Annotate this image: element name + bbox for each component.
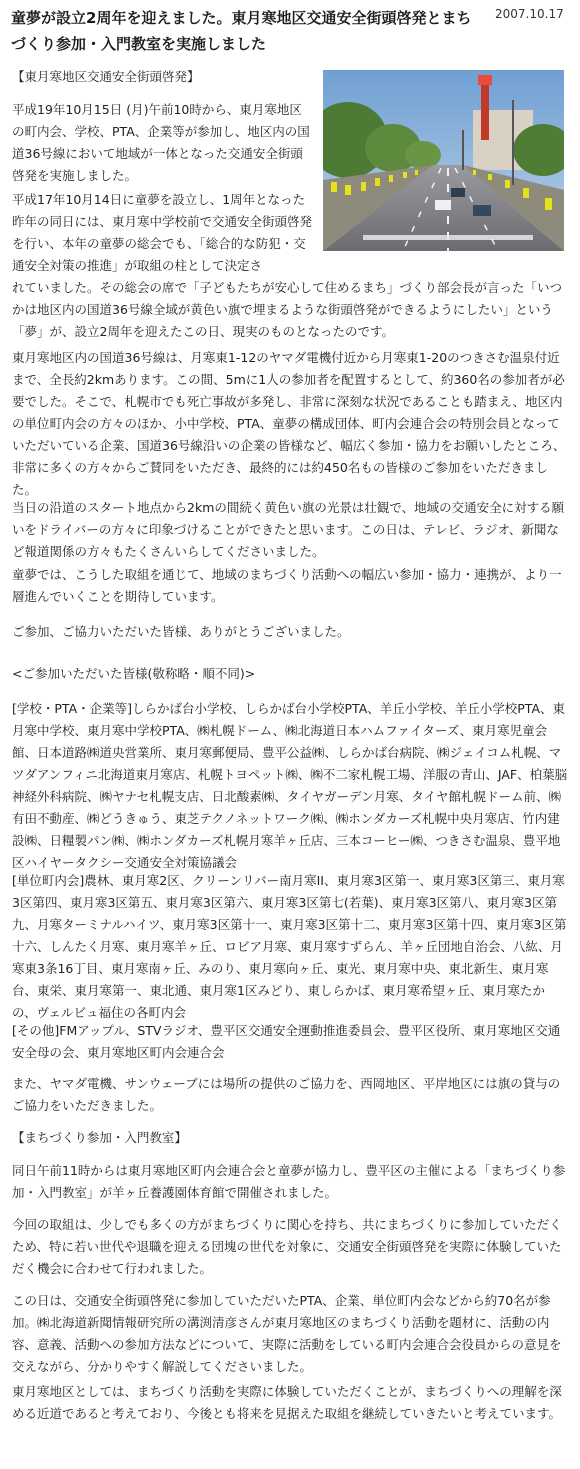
street-paragraph-1: 平成19年10月15日 (月)午前10時から、東月寒地区の町内会、学校、PTA、企業等が参加し、地区内の国道36号線において地域が一体となった交通安全街頭啓発を実施しました。 bbox=[12, 102, 310, 183]
class-paragraph-1: 同日午前11時からは東月寒地区町内会連合会と童夢が協力し、豊平区の主催による「まちづくり参加・入門教室」が羊ヶ丘養護園体育館で開催されました。 bbox=[12, 1163, 566, 1200]
participants-note: また、ヤマダ電機、サンウェーブには場所の提供のご協力を、西岡地区、平岸地区には旗の貸与のご協力をいただきました。 bbox=[12, 1076, 561, 1113]
participants-other: [その他]FMアップル、STVラジオ、豊平区交通安全運動推進委員会、豊平区役所、東月寒地区交通安全母の会、東月寒地区町内会連合会 bbox=[12, 1023, 561, 1060]
class-paragraph-3: この日は、交通安全街頭啓発に参加していただいたPTA、企業、単位町内会などから約70名が参加。㈱北海道新聞情報研究所の溝渕清彦さんが東月寒地区のまちづくり活動を題材に、活動の内容、意義、活動への参加方法などについて、実際に活動をしている町内会連合会役員からの意見を交えながら、分かりやすく解説してくださいました。 bbox=[12, 1293, 562, 1374]
street-photo bbox=[323, 70, 564, 251]
class-heading: 【まちづくり参加・入門教室】 bbox=[12, 1130, 187, 1145]
street-paragraph-4: 当日の沿道のスタート地点から2kmの間続く黄色い旗の光景は壮観で、地域の交通安全に対する願いをドライバーの方々に印象づけることができたと思います。この日は、テレビ、ラジオ、新聞など報道関係の方々もたくさんいらしてくださいました。 bbox=[12, 500, 565, 559]
article-date: 2007.10.17 bbox=[495, 7, 564, 21]
street-paragraph-6: ご参加、ご協力いただいた皆様、ありがとうございました。 bbox=[12, 624, 350, 639]
class-paragraph-4: 東月寒地区としては、まちづくり活動を実際に体験していただくことが、まちづくりへの理解を深める近道であると考えており、今後とも将来を見据えた取組を継続していきたいと考えています。 bbox=[12, 1384, 562, 1421]
street-paragraph-2-a: 平成17年10月14日に童夢を設立し、1周年となった昨年の同日には、東月寒中学校前で交通安全街頭啓発を行い、本年の童夢の総会でも、「総合的な防犯・交通安全対策の推進」が取組の柱として決定さ bbox=[12, 192, 313, 273]
street-paragraph-3: 東月寒地区内の国道36号線は、月寒東1-12のヤマダ電機付近から月寒東1-20のつきさむ温泉付近まで、全長約2kmあります。この間、5mに1人の参加者を配置するとして、約360名の参加者が必要でした。そこで、札幌市でも死亡事故が多発し、非常に深刻な状況であることも踏まえ、地区内の単位町内会の方々のほか、小中学校、PTA、童夢の構成団体、町内会連合会の特別会員となっていただいている企業、国道36号線沿いの企業の皆様など、幅広く参加・協力をお願いしたところ、非常に多くの方々からご賛同をいただき、最終的には約450名もの皆様のご参加をいただきました。 bbox=[12, 350, 566, 497]
participants-school: [学校・PTA・企業等]しらかば台小学校、しらかば台小学校PTA、羊丘小学校、羊丘小学校PTA、東月寒中学校、東月寒中学校PTA、㈱札幌ドーム、㈱北海道日本ハムファイターズ、東月寒児童会館、日本道路㈱道央営業所、東月寒郵便局、豊平公益㈱、しらかば台病院、㈱ジェイコム札幌、マツダアンフィニ北海道東月寒店、札幌トヨペット㈱、㈱不二家札幌工場、洋服の青山、JAF、柏葉脳神経外科病院、㈱ヤナセ札幌支店、日北酸素㈱、タイヤガーデン月寒、タイヤ館札幌ドーム前、㈱有田不動産、㈱どうきゅう、東芝テクノネットワーク㈱、㈱ホンダカーズ札幌中央月寒店、竹内建設㈱、日糧製パン㈱、㈱ホンダカーズ札幌月寒羊ヶ丘店、三本コーヒー㈱、つきさむ温泉、豊平地区ハイヤータクシー交通安全対策協議会 bbox=[12, 701, 568, 870]
participants-town: [単位町内会]農林、東月寒2区、クリーンリバー南月寒II、東月寒3区第一、東月寒3区第三、東月寒3区第四、東月寒3区第五、東月寒3区第六、東月寒3区第七(若葉)、東月寒3区第八、東月寒3区第九、月寒ターミナルハイツ、東月寒3区第十一、東月寒3区第十二、東月寒3区第十四、東月寒3区第十六、しんたく月寒、東月寒羊ヶ丘、ロビア月寒、東月寒すずらん、羊ヶ丘団地自治会、八紘、月寒東3条16丁目、東月寒南ヶ丘、みのり、東月寒向ヶ丘、東光、東月寒中央、東北新生、東月寒台、東栄、東月寒第一、東北通、東月寒1区みどり、東しらかば、東月寒希望ヶ丘、東月寒たかの、ヴェルビュ福住の各町内会 bbox=[12, 873, 567, 1020]
street-heading: 【東月寒地区交通安全街頭啓発】 bbox=[12, 69, 200, 84]
article-title: 童夢が設立2周年を迎えました。東月寒地区交通安全街頭啓発とまちづくり参加・入門教室を実施しました bbox=[11, 9, 472, 53]
street-paragraph-5: 童夢では、こうした取組を通じて、地域のまちづくり活動への幅広い参加・協力・連携が、より一層進んでいくことを期待しています。 bbox=[12, 567, 562, 604]
class-paragraph-2: 今回の取組は、少しでも多くの方がまちづくりに関心を持ち、共にまちづくりに参加していただくため、特に若い世代や退職を迎える団塊の世代を対象に、交通安全街頭啓発を実際に体験していただく機会に合わせて行われました。 bbox=[12, 1217, 562, 1276]
participants-heading: <ご参加いただいた皆様(敬称略・順不同)> bbox=[12, 666, 256, 681]
street-paragraph-2-b: れていました。その総会の席で「子どもたちが安心して住めるまち」づくり部会長が言った「いつかは地区内の国道36号線全域が黄色い旗で埋まるような街頭啓発ができるようにしたい」という「夢」が、設立2周年を迎えたこの日、現実のものとなったのです。 bbox=[12, 280, 563, 339]
